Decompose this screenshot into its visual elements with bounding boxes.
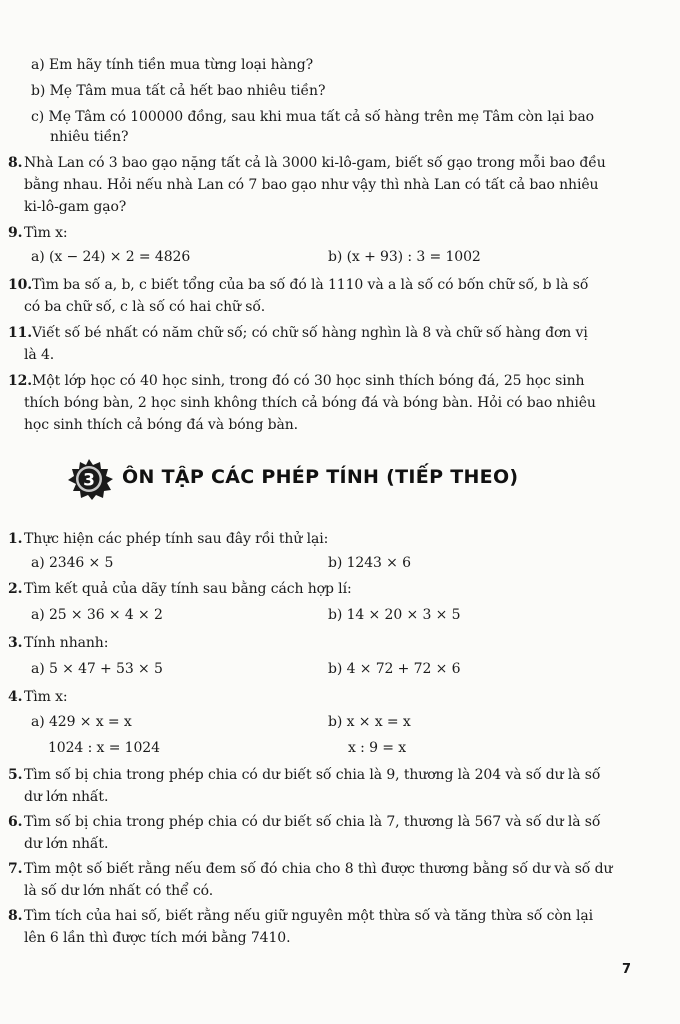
exercise-1b: b) 1243 × 6 — [328, 555, 411, 571]
exercise-1a: a) 2346 × 5 — [31, 555, 114, 571]
exercise-7-line2: là số dư lớn nhất có thể có. — [24, 883, 214, 899]
exercise-2b: b) 14 × 20 × 3 × 5 — [328, 607, 461, 623]
exercise-12-line1: Một lớp học có 40 học sinh, trong đó có 30 học sinh thích bóng đá, 25 học sinh — [32, 373, 585, 389]
exercise-2-title: Tìm kết quả của dãy tính sau bằng cách hợp lí: — [24, 581, 352, 597]
exercise-4-title: Tìm x: — [24, 689, 68, 705]
exercise-9-title: Tìm x: — [24, 225, 68, 241]
exercise-8-line3: ki-lô-gam gạo? — [24, 199, 127, 215]
section-title: ÔN TẬP CÁC PHÉP TÍNH (TIẾP THEO) — [122, 466, 519, 488]
exercise-number: 9. — [8, 225, 23, 241]
section-number: 3 — [83, 470, 95, 491]
exercise-7c-line2: nhiêu tiền? — [50, 129, 129, 145]
exercise-6-line2: dư lớn nhất. — [24, 836, 109, 852]
exercise-4b-line2: x : 9 = x — [348, 740, 407, 756]
exercise-11-line1: Viết số bé nhất có năm chữ số; có chữ số hàng nghìn là 8 và chữ số hàng đơn vị — [32, 325, 588, 341]
exercise-8b-line2: lên 6 lần thì được tích mới bằng 7410. — [24, 930, 291, 946]
exercise-number: 8. — [8, 908, 23, 924]
exercise-8-line2: bằng nhau. Hỏi nếu nhà Lan có 7 bao gạo như vậy thì nhà Lan có tất cả bao nhiêu — [24, 177, 599, 193]
exercise-4b-line1: b) x × x = x — [328, 714, 411, 730]
exercise-number: 1. — [8, 531, 23, 547]
exercise-6-line1: Tìm số bị chia trong phép chia có dư biết số chia là 7, thương là 567 và số dư là số — [24, 814, 601, 830]
exercise-10-line1: Tìm ba số a, b, c biết tổng của ba số đó là 1110 và a là số có bốn chữ số, b là số — [32, 277, 589, 293]
exercise-number: 6. — [8, 814, 23, 830]
exercise-number: 5. — [8, 767, 23, 783]
page-number: 7 — [622, 962, 632, 977]
exercise-number: 4. — [8, 689, 23, 705]
exercise-9b: b) (x + 93) : 3 = 1002 — [328, 249, 481, 265]
exercise-4a-line1: a) 429 × x = x — [31, 714, 132, 730]
exercise-number: 12. — [8, 373, 33, 389]
exercise-11-line2: là 4. — [24, 347, 55, 363]
exercise-9a: a) (x − 24) × 2 = 4826 — [31, 249, 191, 265]
exercise-12-line3: học sinh thích cả bóng đá và bóng bàn. — [24, 417, 299, 433]
exercise-number: 3. — [8, 635, 23, 651]
exercise-1-title: Thực hiện các phép tính sau đây rồi thử lại: — [24, 531, 329, 547]
exercise-10-line2: có ba chữ số, c là số có hai chữ số. — [24, 299, 266, 315]
exercise-number: 7. — [8, 861, 23, 877]
exercise-12-line2: thích bóng bàn, 2 học sinh không thích cả bóng đá và bóng bàn. Hỏi có bao nhiêu — [24, 395, 596, 411]
exercise-8-line1: Nhà Lan có 3 bao gạo nặng tất cả là 3000 ki-lô-gam, biết số gạo trong mỗi bao đều — [24, 155, 606, 171]
exercise-number: 11. — [8, 325, 33, 341]
exercise-7b: b) Mẹ Tâm mua tất cả hết bao nhiêu tiền? — [31, 83, 326, 99]
section-header — [64, 458, 624, 500]
exercise-number: 8. — [8, 155, 23, 171]
exercise-2a: a) 25 × 36 × 4 × 2 — [31, 607, 163, 623]
exercise-5-line2: dư lớn nhất. — [24, 789, 109, 805]
exercise-3a: a) 5 × 47 + 53 × 5 — [31, 661, 163, 677]
exercise-number: 10. — [8, 277, 33, 293]
exercise-number: 2. — [8, 581, 23, 597]
exercise-4a-line2: 1024 : x = 1024 — [48, 740, 160, 756]
exercise-7-line1: Tìm một số biết rằng nếu đem số đó chia cho 8 thì được thương bằng số dư và số dư — [24, 861, 613, 877]
section-badge-icon — [64, 458, 114, 500]
exercise-3-title: Tính nhanh: — [24, 635, 109, 651]
exercise-7a: a) Em hãy tính tiền mua từng loại hàng? — [31, 57, 313, 73]
exercise-5-line1: Tìm số bị chia trong phép chia có dư biết số chia là 9, thương là 204 và số dư là số — [24, 767, 601, 783]
exercise-8b-line1: Tìm tích của hai số, biết rằng nếu giữ nguyên một thừa số và tăng thừa số còn lại — [24, 908, 593, 924]
exercise-7c-line1: c) Mẹ Tâm có 100000 đồng, sau khi mua tất cả số hàng trên mẹ Tâm còn lại bao — [31, 109, 594, 125]
exercise-3b: b) 4 × 72 + 72 × 6 — [328, 661, 461, 677]
